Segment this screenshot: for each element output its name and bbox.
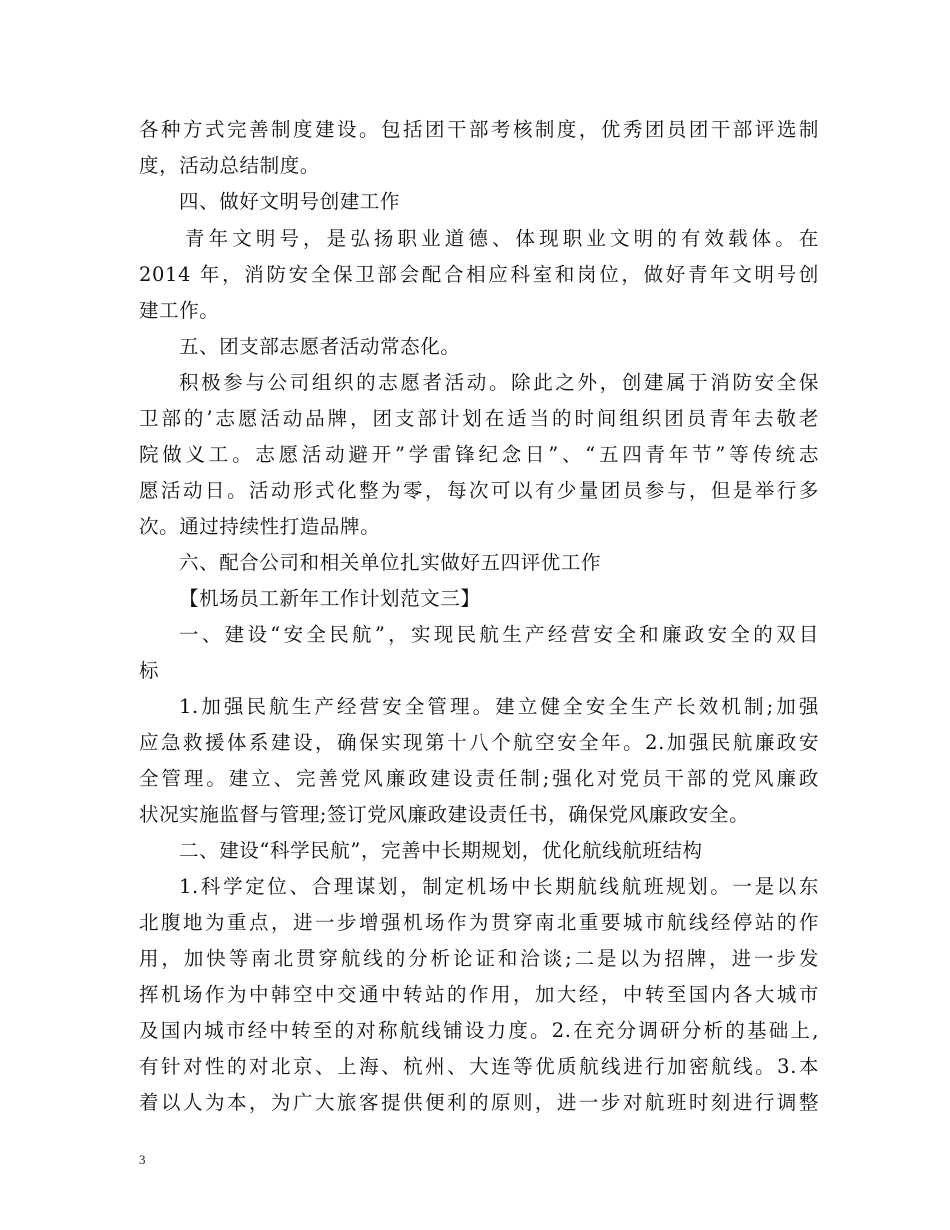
text-line-23: 北腹地为重点，进一步增强机场作为贯穿南北重要城市航线经停站的作 [139, 911, 819, 934]
text-line-20: 状况实施监督与管理;签订党风廉政建设责任书，确保党风廉政安全。 [139, 803, 750, 826]
text-line-27: 有针对性的对北京、上海、杭州、大连等优质航线进行加密航线。3.本 [139, 1055, 819, 1078]
text-line-26: 及国内城市经中转至的对称航线铺设力度。2.在充分调研分析的基础上, [139, 1019, 819, 1042]
text-line-12: 次。通过持续性打造品牌。 [139, 515, 381, 538]
article-title: 【机场员工新年工作计划范文三】 [179, 587, 481, 610]
text-line-10: 院做义工。志愿活动避开”学雷锋纪念日”、“五四青年节”等传统志 [139, 443, 819, 466]
text-line-2: 度，活动总结制度。 [139, 154, 320, 177]
text-line-6: 建工作。 [139, 299, 220, 322]
text-line-9: 卫部的’志愿活动品牌，团支部计划在适当的时间组织团员青年去敬老 [139, 407, 819, 430]
section-heading-2: 二、建设“科学民航”，完善中长期规划，优化航线航班结构 [179, 839, 703, 862]
text-line-18: 应急救援体系建设，确保实现第十八个航空安全年。2.加强民航廉政安 [139, 731, 819, 754]
text-line-24: 用，加快等南北贯穿航线的分析论证和洽谈;二是以为招牌，进一步发 [139, 947, 819, 970]
text-line-8: 积极参与公司组织的志愿者活动。除此之外，创建属于消防安全保 [179, 371, 819, 394]
text-line-28: 着以人为本，为广大旅客提供便利的原则，进一步对航班时刻进行调整 [139, 1091, 819, 1114]
text-line-11: 愿活动日。活动形式化整为零，每次可以有少量团员参与，但是举行多 [139, 479, 819, 502]
text-line-16: 标 [139, 659, 160, 682]
text-line-22: 1.科学定位、合理谋划，制定机场中长期航线航班规划。一是以东 [179, 875, 819, 898]
text-line-25: 挥机场作为中韩空中交通中转站的作用，加大经，中转至国内各大城市 [139, 983, 819, 1006]
text-line-5: 2014 年，消防安全保卫部会配合相应科室和岗位，做好青年文明号创 [139, 263, 819, 286]
section-heading-4: 四、做好文明号创建工作 [179, 190, 401, 213]
text-line-17: 1.加强民航生产经营安全管理。建立健全安全生产长效机制;加强 [179, 695, 819, 718]
text-line-4: 青年文明号，是弘扬职业道德、体现职业文明的有效载体。在 [185, 227, 819, 250]
section-heading-6: 六、配合公司和相关单位扎实做好五四评优工作 [179, 551, 602, 574]
text-line-1: 各种方式完善制度建设。包括团干部考核制度，优秀团员团干部评选制 [139, 118, 819, 141]
page-number: 3 [139, 1152, 146, 1167]
text-line-19: 全管理。建立、完善党风廉政建设责任制;强化对党员干部的党风廉政 [139, 767, 819, 790]
section-heading-1: 一、建设“安全民航”，实现民航生产经营安全和廉政安全的双目 [179, 623, 819, 646]
section-heading-5: 五、团支部志愿者活动常态化。 [179, 335, 461, 358]
